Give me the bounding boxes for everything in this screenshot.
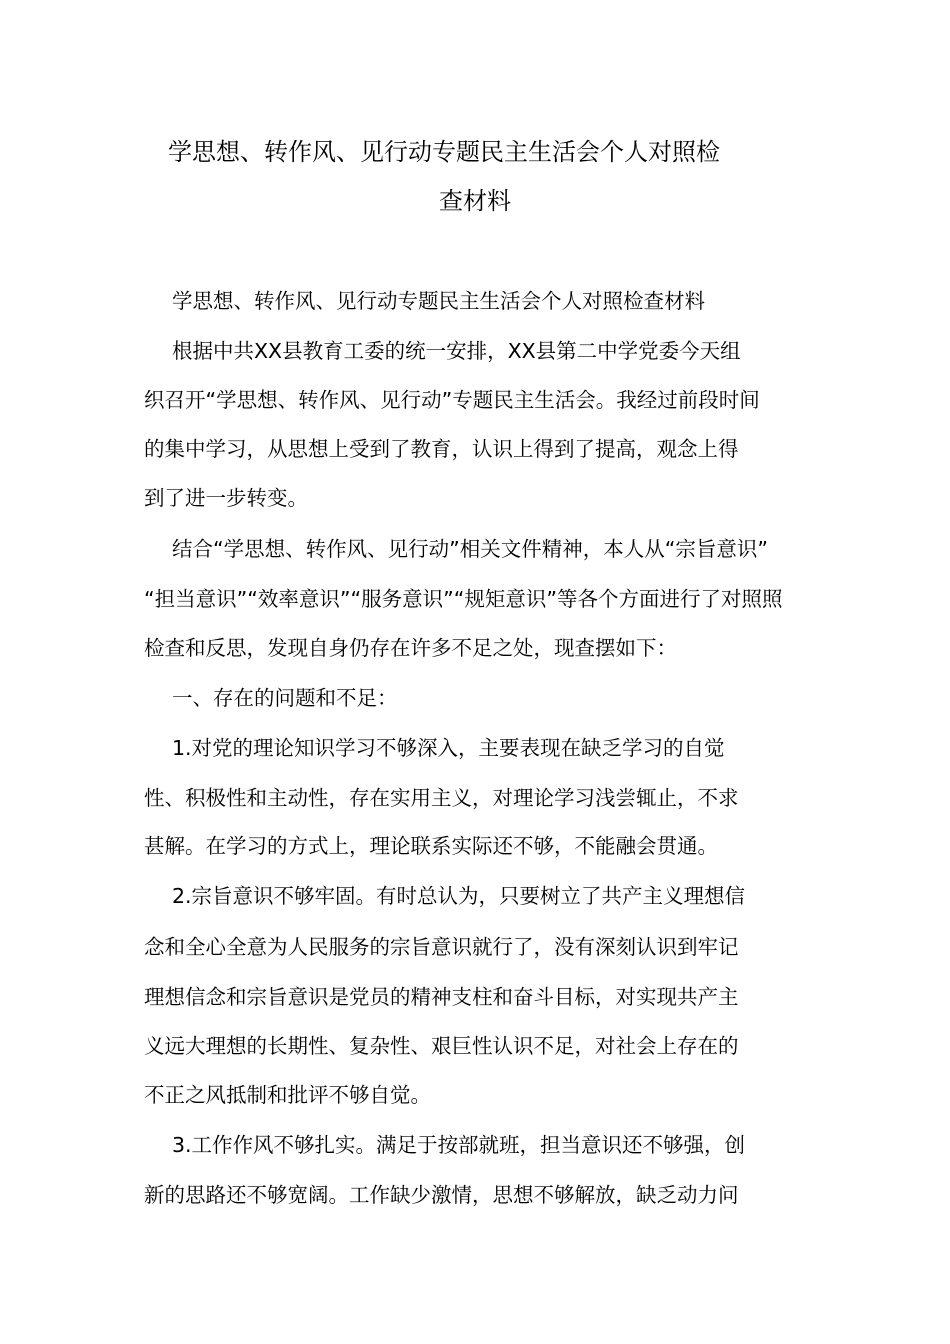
body-line: 根据中共XX县教育工委的统一安排，XX县第二中学党委今天组 bbox=[172, 339, 741, 363]
body-line: 到了进一步转变。 bbox=[144, 486, 308, 510]
body-line: 新的思路还不够宽阔。工作缺少激情，思想不够解放，缺乏动力问 bbox=[144, 1183, 739, 1207]
body-line: “担当意识”“效率意识”“服务意识”“规矩意识”等各个方面进行了对照照 bbox=[144, 587, 783, 611]
document-title-line-1: 学思想、转作风、见行动专题民主生活会个人对照检 bbox=[168, 138, 720, 166]
body-line: 义远大理想的长期性、复杂性、艰巨性认识不足，对社会上存在的 bbox=[144, 1034, 739, 1058]
body-line: 3.工作作风不够扎实。满足于按部就班，担当意识还不够强，创 bbox=[172, 1133, 746, 1157]
document-title-line-2: 查材料 bbox=[439, 187, 511, 215]
body-line: 1.对党的理论知识学习不够深入，主要表现在缺乏学习的自觉 bbox=[172, 736, 725, 760]
body-line: 学思想、转作风、见行动专题民主生活会个人对照检查材料 bbox=[172, 289, 705, 313]
body-line: 甚解。在学习的方式上，理论联系实际还不够，不能融会贯通。 bbox=[144, 834, 718, 858]
body-line: 不正之风抵制和批评不够自觉。 bbox=[144, 1083, 431, 1107]
body-line: 性、积极性和主动性，存在实用主义，对理论学习浅尝辄止，不求 bbox=[144, 786, 739, 810]
body-line: 理想信念和宗旨意识是党员的精神支柱和奋斗目标，对实现共产主 bbox=[144, 985, 739, 1009]
body-line: 2.宗旨意识不够牢固。有时总认为，只要树立了共产主义理想信 bbox=[172, 884, 746, 908]
body-line: 结合“学思想、转作风、见行动”相关文件精神，本人从“宗旨意识” bbox=[172, 537, 768, 561]
body-line: 检查和反思，发现自身仍存在许多不足之处，现查摆如下： bbox=[144, 636, 677, 660]
body-line: 一、存在的问题和不足： bbox=[172, 686, 398, 710]
body-line: 织召开“学思想、转作风、见行动”专题民主生活会。我经过前段时间 bbox=[144, 388, 760, 412]
body-line: 的集中学习，从思想上受到了教育，认识上得到了提高，观念上得 bbox=[144, 437, 739, 461]
body-line: 念和全心全意为人民服务的宗旨意识就行了，没有深刻认识到牢记 bbox=[144, 935, 739, 959]
